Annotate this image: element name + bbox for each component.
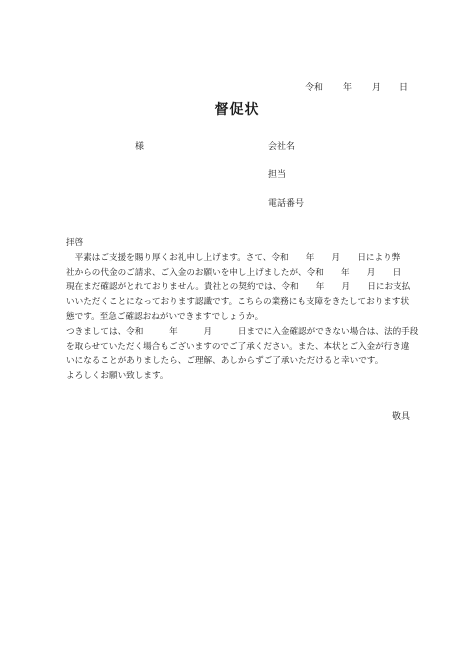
date-month-label: 月 xyxy=(371,83,381,93)
person-in-charge-label: 担当 xyxy=(268,170,287,180)
closing-salutation: 敬具 xyxy=(391,412,410,422)
company-name-label: 会社名 xyxy=(268,142,296,152)
body-line: いいただくことになっております認識です。こちらの業務にも支障をきたしております状 xyxy=(66,297,410,308)
letter-body xyxy=(66,236,419,384)
opening-salutation: 拝啓 xyxy=(66,238,84,248)
document-title: 督促状 xyxy=(214,102,260,118)
body-line: 平素はご支援を賜り厚くお礼申し上げます。さて、令和 年 月 日により弊 xyxy=(66,252,401,263)
date-line xyxy=(305,80,408,93)
body-line: いになることがありましたら、ご理解、あしからずご了承いただけると幸いです。 xyxy=(66,356,384,367)
date-year-label: 年 xyxy=(342,83,352,93)
body-line: を取らせていただく場合もございますのでご了承ください。また、本状とご入金が行き違 xyxy=(66,341,410,352)
body-line: よろしくお願い致します。 xyxy=(66,371,169,382)
body-line: 現在まだ確認がとれておりません。貴社との契約では、令和 年 月 日にお支払 xyxy=(66,282,411,293)
body-line: つきましては、令和 年 月 日までに入金確認ができない場合は、法的手段 xyxy=(66,326,419,337)
body-line: 態です。至急ご確認おねがいできますでしょうか。 xyxy=(66,311,264,322)
body-line: 社からの代金のご請求、ご入金のお願いを申し上げましたが、令和 年 月 日 xyxy=(66,267,402,278)
date-day-label: 日 xyxy=(398,83,408,93)
date-era: 令和 xyxy=(304,83,323,93)
recipient-honorific: 様 xyxy=(135,142,145,152)
phone-number-label: 電話番号 xyxy=(268,199,305,209)
